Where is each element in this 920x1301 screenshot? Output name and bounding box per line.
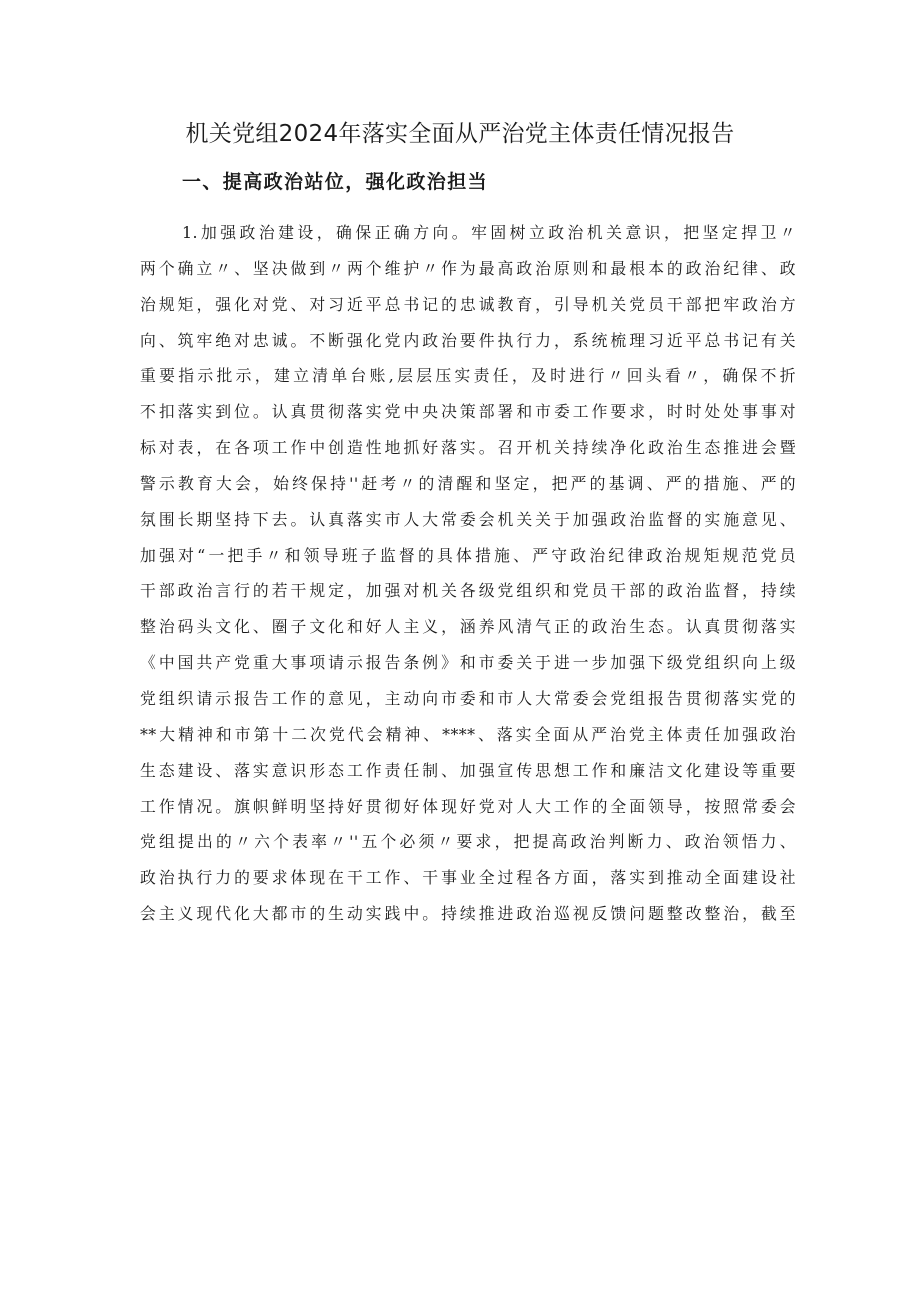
paragraph-line: 干部政治言行的若干规定，加强对机关各级党组织和党员干部的政治监督，持续 <box>140 581 796 601</box>
paragraph-line: 生态建设、落实意识形态工作责任制、加强宣传思想工作和廉洁文化建设等重要 <box>140 760 796 780</box>
paragraph-line: 工作情况。旗帜鲜明坚持好贯彻好体现好党对人大工作的全面领导，按照常委会 <box>140 796 796 816</box>
paragraph-line: 1.加强政治建设，确保正确方向。牢固树立政治机关意识，把坚定捍卫〃 <box>182 223 796 242</box>
paragraph-line: 两个确立〃、坚决做到〃两个维护〃作为最高政治原则和最根本的政治纪律、政 <box>140 258 796 278</box>
paragraph-line: 不扣落实到位。认真贯彻落实党中央决策部署和市委工作要求，时时处处事事对 <box>140 402 796 422</box>
paragraph-line: 政治执行力的要求体现在干工作、干事业全过程各方面，落实到推动全面建设社 <box>140 868 796 888</box>
paragraph-line: 重要指示批示，建立清单台账,层层压实责任，及时进行〃回头看〃，确保不折 <box>140 366 796 386</box>
paragraph-line: 党组提出的〃六个表率〃''五个必须〃要求，把提高政治判断力、政治领悟力、 <box>140 832 796 852</box>
paragraph-line: 氛围长期坚持下去。认真落实市人大常委会机关关于加强政治监督的实施意见、 <box>140 509 796 529</box>
paragraph-line: **大精神和市第十二次党代会精神、****、落实全面从严治党主体责任加强政治 <box>140 724 796 744</box>
document-title: 机关党组2024年落实全面从严治党主体责任情况报告 <box>185 121 735 147</box>
paragraph-line: 整治码头文化、圈子文化和好人主义，涵养风清气正的政治生态。认真贯彻落实 <box>140 617 796 637</box>
paragraph-line: 党组织请示报告工作的意见，主动向市委和市人大常委会党组报告贯彻落实党的 <box>140 688 796 708</box>
paragraph-line: 治规矩，强化对党、对习近平总书记的忠诚教育，引导机关党员干部把牢政治方 <box>140 294 796 314</box>
paragraph-line: 《中国共产党重大事项请示报告条例》和市委关于进一步加强下级党组织向上级 <box>140 653 796 673</box>
paragraph-line: 会主义现代化大都市的生动实践中。持续推进政治巡视反馈问题整改整治，截至 <box>140 904 796 924</box>
paragraph-line: 向、筑牢绝对忠诚。不断强化党内政治要件执行力，系统梳理习近平总书记有关 <box>140 330 796 350</box>
paragraph-line: 标对表，在各项工作中创造性地抓好落实。召开机关持续净化政治生态推进会暨 <box>140 438 796 458</box>
paragraph <box>140 215 796 932</box>
section-heading: 一、提高政治站位，强化政治担当 <box>182 171 489 193</box>
paragraph-line: 加强对“一把手〃和领导班子监督的具体措施、严守政治纪律政治规矩规范党员 <box>140 545 796 565</box>
paragraph-line: 警示教育大会，始终保持''赶考〃的清醒和坚定，把严的基调、严的措施、严的 <box>140 473 796 493</box>
